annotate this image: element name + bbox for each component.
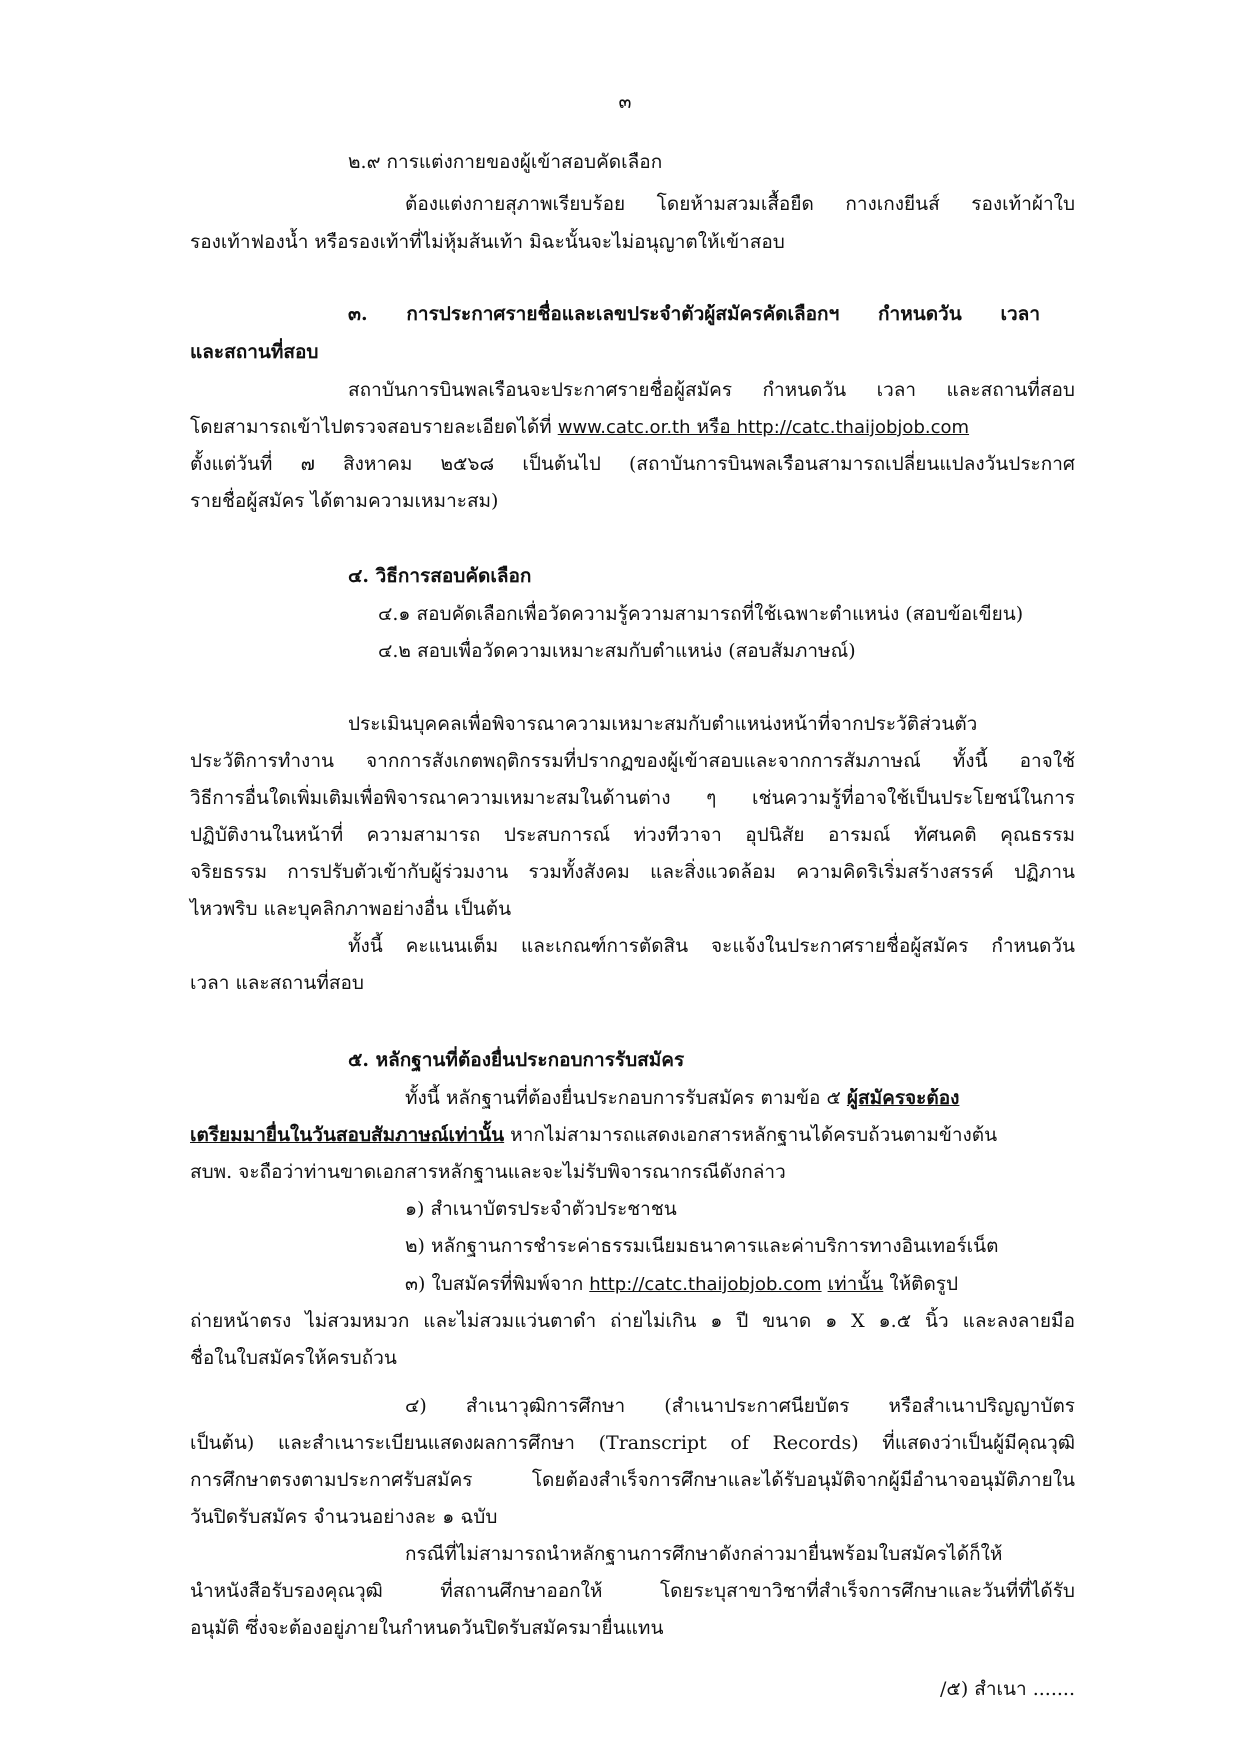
section-2-9-line-2: รองเท้าฟองน้ำ หรือรองเท้าที่ไม่หุ้มส้นเท้า มิฉะนั้นจะไม่อนุญาตให้เข้าสอบ [190,231,785,253]
section-5-intro-post: หากไม่สามารถแสดงเอกสารหลักฐานได้ครบถ้วนตามข้างต้น [504,1124,998,1146]
section-3-line-4: รายชื่อผู้สมัคร ได้ตามความเหมาะสม) [190,490,499,512]
continuation-marker: /๕) สำเนา ....... [940,1678,1075,1700]
section-4-para-line-3: วิธีการอื่นใดเพิ่มเติมเพื่อพิจารณาความเหมาะสมในด้านต่าง ๆ เช่นความรู้ที่อาจใช้เป็นประโยชน์ในการ [190,787,1075,809]
section-5-item-3-line-1 [405,1270,958,1299]
section-5-item-3-line-2: ถ่ายหน้าตรง ไม่สวมหมวก และไม่สวมแว่นตาดำ ถ่ายไม่เกิน ๑ ปี ขนาด ๑ X ๑.๕ นิ้ว และลงลายมือ [190,1310,1075,1332]
section-3-line-1: สถาบันการบินพลเรือนจะประกาศรายชื่อผู้สมัคร กำหนดวัน เวลา และสถานที่สอบ [348,379,1075,401]
section-5-intro-emphasis-1: ผู้สมัครจะต้อง [846,1087,960,1109]
section-5-intro-emphasis-2: เตรียมมายื่นในวันสอบสัมภาษณ์เท่านั้น [190,1124,505,1146]
section-3-heading: ๓. การประกาศรายชื่อและเลขประจำตัวผู้สมัครคัดเลือกฯ กำหนดวัน เวลา [348,303,1040,325]
section-5-case-line-2: นำหนังสือรับรองคุณวุฒิ ที่สถานศึกษาออกให้ โดยระบุสาขาวิชาที่สำเร็จการศึกษาและวันที่ที่ได้รับ [190,1580,1075,1602]
section-4-item-1: ๔.๑ สอบคัดเลือกเพื่อวัดความรู้ความสามารถที่ใช้เฉพาะตำแหน่ง (สอบข้อเขียน) [378,603,1024,625]
section-4-heading: ๔. วิธีการสอบคัดเลือก [348,565,532,587]
section-5-item-4-line-3: การศึกษาตรงตามประกาศรับสมัคร โดยต้องสำเร็จการศึกษาและได้รับอนุมัติจากผู้มีอำนาจอนุมัติภายใน [190,1469,1075,1491]
section-5-item-3-only: เท่านั้น [827,1273,884,1295]
page-number: ๓ [618,91,632,113]
section-5-item-3-text: ๓) ใบสมัครที่พิมพ์จาก [405,1273,590,1295]
section-5-case-line-1: กรณีที่ไม่สามารถนำหลักฐานการศึกษาดังกล่าวมายื่นพร้อมใบสมัครได้ก็ให้ [405,1543,1003,1565]
section-3-line-2-text: โดยสามารถเข้าไปตรวจสอบรายละเอียดได้ที่ [190,416,558,438]
section-5-intro-line-1 [405,1084,959,1112]
catc-website-link[interactable]: www.catc.or.th [557,417,691,438]
section-5-item-4-line-4: วันปิดรับสมัคร จำนวนอย่างละ ๑ ฉบับ [190,1506,498,1528]
section-3-line-2 [190,413,969,442]
section-5-intro-text: ทั้งนี้ หลักฐานที่ต้องยื่นประกอบการรับสมัคร ตามข้อ ๕ [405,1087,847,1109]
section-4-para-line-1: ประเมินบุคคลเพื่อพิจารณาความเหมาะสมกับตำแหน่งหน้าที่จากประวัติส่วนตัว [348,713,978,735]
section-2-9-heading: ๒.๙ การแต่งกายของผู้เข้าสอบคัดเลือก [348,151,663,173]
section-5-intro-line-2 [190,1121,997,1149]
section-4-item-2: ๔.๒ สอบเพื่อวัดความเหมาะสมกับตำแหน่ง (สอบสัมภาษณ์) [378,640,856,662]
section-2-9-line-1: ต้องแต่งกายสุภาพเรียบร้อย โดยห้ามสวมเสื้อยืด กางเกงยีนส์ รองเท้าผ้าใบ [405,193,1075,215]
section-5-item-1: ๑) สำเนาบัตรประจำตัวประชาชน [405,1198,677,1220]
section-3-heading-cont: และสถานที่สอบ [190,341,319,363]
section-5-item-3-line-3: ชื่อในใบสมัครให้ครบถ้วน [190,1347,397,1369]
section-5-heading: ๕. หลักฐานที่ต้องยื่นประกอบการรับสมัคร [348,1049,685,1071]
section-4-para-line-6: ไหวพริบ และบุคลิกภาพอย่างอื่น เป็นต้น [190,898,512,920]
thaijobjob-link[interactable]: http://catc.thaijobjob.com [736,417,970,438]
section-5-item-3-post: ให้ติดรูป [883,1273,959,1295]
section-3-line-3: ตั้งแต่วันที่ ๗ สิงหาคม ๒๕๖๘ เป็นต้นไป (สถาบันการบินพลเรือนสามารถเปลี่ยนแปลงวันประกาศ [190,453,1075,475]
section-5-item-2: ๒) หลักฐานการชำระค่าธรรมเนียมธนาคารและค่าบริการทางอินเทอร์เน็ต [405,1235,999,1257]
section-5-intro-line-3: สบพ. จะถือว่าท่านขาดเอกสารหลักฐานและจะไม่รับพิจารณากรณีดังกล่าว [190,1161,786,1183]
section-4-para-line-5: จริยธรรม การปรับตัวเข้ากับผู้ร่วมงาน รวมทั้งสังคม และสิ่งแวดล้อม ความคิดริเริ่มสร้างสรรค์ ปฏิภาน [190,861,1075,883]
application-form-link[interactable]: http://catc.thaijobjob.com [589,1274,822,1295]
section-4-note-line-2: เวลา และสถานที่สอบ [190,972,364,994]
section-4-para-line-4: ปฏิบัติงานในหน้าที่ ความสามารถ ประสบการณ์ ท่วงทีวาจา อุปนิสัย อารมณ์ ทัศนคติ คุณธรรม [190,824,1075,846]
section-4-note-line-1: ทั้งนี้ คะแนนเต็ม และเกณฑ์การตัดสิน จะแจ้งในประกาศรายชื่อผู้สมัคร กำหนดวัน [348,935,1075,957]
link-separator: หรือ [690,416,737,438]
section-5-case-line-3: อนุมัติ ซึ่งจะต้องอยู่ภายในกำหนดวันปิดรับสมัครมายื่นแทน [190,1617,664,1639]
section-4-para-line-2: ประวัติการทำงาน จากการสังเกตพฤติกรรมที่ปรากฏของผู้เข้าสอบและจากการสัมภาษณ์ ทั้งนี้ อาจใช้ [190,750,1075,772]
section-5-item-4-line-2: เป็นต้น) และสำเนาระเบียนแสดงผลการศึกษา (Transcript of Records) ที่แสดงว่าเป็นผู้มีคุณวุฒิ [190,1432,1075,1454]
section-5-item-4-line-1: ๔) สำเนาวุฒิการศึกษา (สำเนาประกาศนียบัตร หรือสำเนาปริญญาบัตร [405,1395,1075,1417]
